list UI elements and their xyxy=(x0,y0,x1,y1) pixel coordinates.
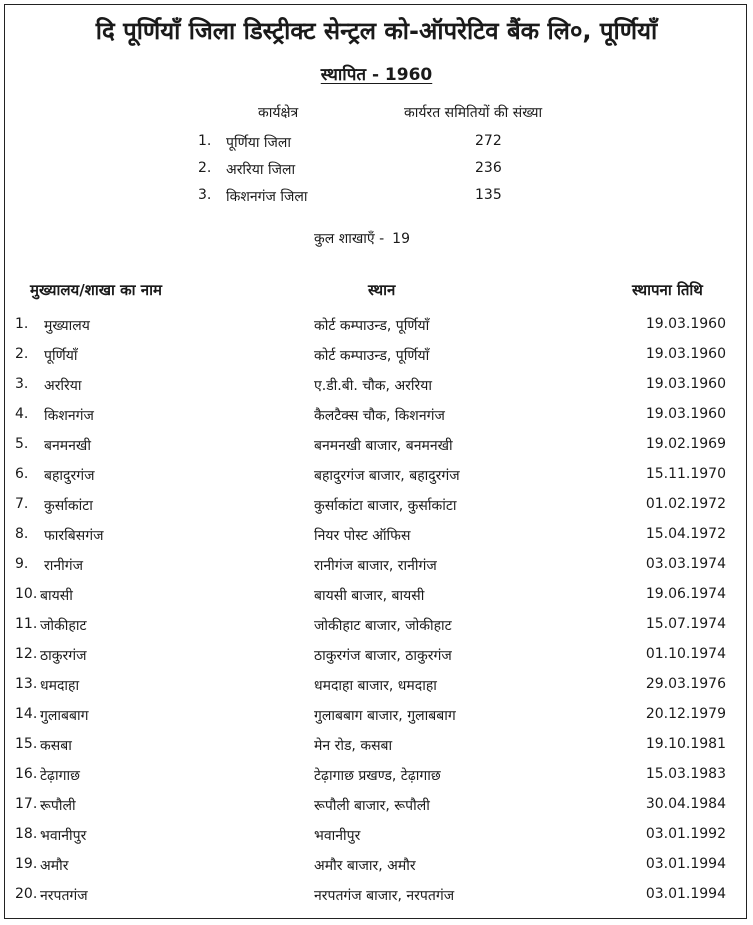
branch-number: 19. xyxy=(15,856,38,872)
branch-number: 17. xyxy=(15,796,38,812)
branch-row xyxy=(0,736,753,766)
branch-name: मुख्यालय xyxy=(44,318,90,334)
branch-name: जोकीहाट xyxy=(40,618,87,634)
branch-name: रूपौली xyxy=(40,798,76,814)
branch-name: पूर्णियाँ xyxy=(44,348,78,364)
branch-row xyxy=(0,406,753,436)
branch-row xyxy=(0,856,753,886)
branch-name: कुर्साकांटा xyxy=(44,498,93,514)
branch-name: अररिया xyxy=(44,378,82,394)
branch-date: 15.03.1983 xyxy=(645,766,726,782)
branch-number: 14. xyxy=(15,706,38,722)
total-branches-value: 19 xyxy=(392,231,410,247)
branch-name: बहादुरगंज xyxy=(44,468,95,484)
branch-row xyxy=(0,436,753,466)
branch-date: 03.03.1974 xyxy=(645,556,726,572)
branch-row xyxy=(0,316,753,346)
branch-name: फारबिसगंज xyxy=(44,528,104,544)
area-number: 1. xyxy=(198,133,212,149)
branch-date: 19.03.1960 xyxy=(645,406,726,422)
established-label: स्थापित - 1960 xyxy=(320,65,433,85)
branch-row xyxy=(0,526,753,556)
area-number: 2. xyxy=(198,160,212,176)
branch-location: रानीगंज बाजार, रानीगंज xyxy=(314,558,437,574)
branch-table xyxy=(0,316,753,916)
branch-date: 19.06.1974 xyxy=(645,586,726,602)
society-count: 236 xyxy=(475,160,502,176)
branch-location: रूपौली बाजार, रूपौली xyxy=(314,798,430,814)
location-column-header: स्थान xyxy=(368,281,396,299)
branch-location: धमदाहा बाजार, धमदाहा xyxy=(314,678,437,694)
branch-date: 29.03.1976 xyxy=(645,676,726,692)
area-row xyxy=(0,187,753,211)
branch-number: 10. xyxy=(15,586,38,602)
society-count: 135 xyxy=(475,187,502,203)
branch-name: नरपतगंज xyxy=(40,888,88,904)
branch-location: कुर्साकांटा बाजार, कुर्साकांटा xyxy=(314,498,457,514)
branch-number: 2. xyxy=(15,346,29,362)
total-branches xyxy=(314,229,418,248)
established-year xyxy=(0,62,753,85)
branch-name: रानीगंज xyxy=(44,558,84,574)
branch-number: 13. xyxy=(15,676,38,692)
branch-row xyxy=(0,796,753,826)
branch-number: 1. xyxy=(15,316,29,332)
branch-row xyxy=(0,616,753,646)
branch-row xyxy=(0,766,753,796)
area-name: अररिया जिला xyxy=(226,162,296,178)
branch-location: जोकीहाट बाजार, जोकीहाट xyxy=(314,618,452,634)
branch-number: 16. xyxy=(15,766,38,782)
branch-number: 4. xyxy=(15,406,29,422)
branch-name: ठाकुरगंज xyxy=(40,648,87,664)
branch-row xyxy=(0,556,753,586)
branch-date: 19.10.1981 xyxy=(645,736,726,752)
branch-name: अमौर xyxy=(40,858,69,874)
branch-location: ए.डी.बी. चौक, अररिया xyxy=(314,378,432,394)
branch-location: बायसी बाजार, बायसी xyxy=(314,588,425,604)
branch-number: 12. xyxy=(15,646,38,662)
branch-date: 15.11.1970 xyxy=(645,466,726,482)
branch-date: 19.02.1969 xyxy=(645,436,726,452)
branch-number: 5. xyxy=(15,436,29,452)
branch-date: 01.02.1972 xyxy=(645,496,726,512)
branch-location: भवानीपुर xyxy=(314,828,361,844)
branch-row xyxy=(0,676,753,706)
branch-number: 7. xyxy=(15,496,29,512)
area-row xyxy=(0,160,753,184)
branch-location: कैलटैक्स चौक, किशनगंज xyxy=(314,408,445,424)
branch-row xyxy=(0,586,753,616)
branch-date: 15.07.1974 xyxy=(645,616,726,632)
branch-row xyxy=(0,886,753,916)
branch-number: 3. xyxy=(15,376,29,392)
branch-number: 11. xyxy=(15,616,38,632)
branch-name: कसबा xyxy=(40,738,72,754)
branch-row xyxy=(0,826,753,856)
branch-date: 03.01.1992 xyxy=(645,826,726,842)
establishment-date-column-header: स्थापना तिथि xyxy=(632,281,703,299)
branch-date: 30.04.1984 xyxy=(645,796,726,812)
branch-date: 19.03.1960 xyxy=(645,376,726,392)
branch-number: 8. xyxy=(15,526,29,542)
branch-location: टेढ़ागाछ प्रखण्ड, टेढ़ागाछ xyxy=(314,768,441,784)
branch-date: 19.03.1960 xyxy=(645,346,726,362)
branch-location: अमौर बाजार, अमौर xyxy=(314,858,416,874)
area-number: 3. xyxy=(198,187,212,203)
branch-number: 6. xyxy=(15,466,29,482)
branch-date: 03.01.1994 xyxy=(645,856,726,872)
branch-location: गुलाबबाग बाजार, गुलाबबाग xyxy=(314,708,456,724)
branch-name: टेढ़ागाछ xyxy=(40,768,80,784)
branch-location: कोर्ट कम्पाउन्ड, पूर्णियाँ xyxy=(314,318,430,334)
area-name: किशनगंज जिला xyxy=(226,189,308,205)
society-count: 272 xyxy=(475,133,502,149)
branch-date: 01.10.1974 xyxy=(645,646,726,662)
branch-name-column-header: मुख्यालय/शाखा का नाम xyxy=(30,281,162,299)
area-column-header: कार्यक्षेत्र xyxy=(258,105,299,121)
branch-name: धमदाहा xyxy=(40,678,80,694)
branch-location: कोर्ट कम्पाउन्ड, पूर्णियाँ xyxy=(314,348,430,364)
branch-location: नरपतगंज बाजार, नरपतगंज xyxy=(314,888,455,904)
branch-number: 15. xyxy=(15,736,38,752)
society-count-column-header: कार्यरत समितियों की संख्या xyxy=(404,105,543,121)
branch-row xyxy=(0,706,753,736)
branch-name: भवानीपुर xyxy=(40,828,87,844)
branch-location: नियर पोस्ट ऑफिस xyxy=(314,528,411,544)
page-title: दि पूर्णियाँ जिला डिस्ट्रीक्ट सेन्ट्रल को-ऑपरेटिव बैंक लि०, पूर्णियाँ xyxy=(95,17,658,45)
branch-row xyxy=(0,496,753,526)
branch-location: ठाकुरगंज बाजार, ठाकुरगंज xyxy=(314,648,452,664)
area-row xyxy=(0,133,753,157)
branch-name: गुलाबबाग xyxy=(40,708,89,724)
branch-date: 15.04.1972 xyxy=(645,526,726,542)
branch-location: मेन रोड, कसबा xyxy=(314,738,393,754)
branch-name: बनमनखी xyxy=(44,438,91,454)
branch-row xyxy=(0,466,753,496)
branch-date: 19.03.1960 xyxy=(645,316,726,332)
area-name: पूर्णिया जिला xyxy=(226,135,292,151)
branch-number: 9. xyxy=(15,556,29,572)
branch-number: 18. xyxy=(15,826,38,842)
branch-date: 20.12.1979 xyxy=(645,706,726,722)
branch-name: किशनगंज xyxy=(44,408,94,424)
branch-row xyxy=(0,346,753,376)
branch-number: 20. xyxy=(15,886,38,902)
branch-name: बायसी xyxy=(40,588,73,604)
branch-row xyxy=(0,646,753,676)
branch-date: 03.01.1994 xyxy=(645,886,726,902)
total-branches-label: कुल शाखाएँ - xyxy=(314,231,385,247)
branch-location: बनमनखी बाजार, बनमनखी xyxy=(314,438,453,454)
branch-row xyxy=(0,376,753,406)
branch-location: बहादुरगंज बाजार, बहादुरगंज xyxy=(314,468,460,484)
